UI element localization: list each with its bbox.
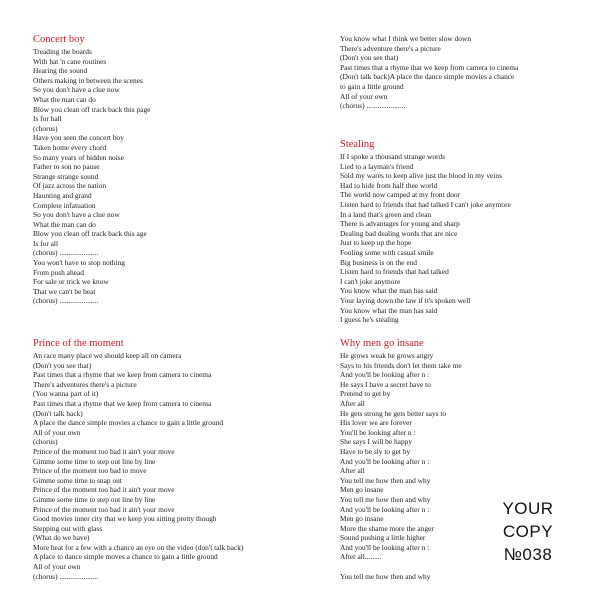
lyric-line: His lover we are forever [340, 418, 412, 428]
lyric-line: You tell me how then and why [340, 571, 431, 581]
lyric-line: (chorus) [33, 437, 58, 447]
lyric-line: Just to keep up the hope [340, 238, 412, 248]
lyric-line: Prince of the moment too bad to move [33, 466, 147, 476]
lyric-line: Sold my wares to keep alive just the blood in my veins [340, 171, 502, 181]
lyric-line: You tell me how then and why [340, 475, 431, 485]
lyric-line: You won't have to stop nothing [33, 258, 125, 268]
lyric-line: He grows weak he grows angry [340, 351, 434, 360]
lyric-line: Says to his friends don't let them take me [340, 360, 462, 370]
lyric-line: Is for hall [33, 114, 62, 124]
lyric-line: Good movies inner city that we keep you sitting pretty though [33, 514, 217, 524]
lyric-line: With hat 'n cane routines [33, 56, 107, 66]
stamp-line-number: №038 [503, 545, 553, 564]
lyric-line: (chorus) ..................... [33, 571, 99, 581]
lyric-line: After all [340, 466, 365, 476]
lyric-line: What the man can do [33, 94, 96, 104]
lyric-line: An race many place we should keep all on camera [33, 351, 182, 360]
lyric-line: Gimme some time to snap out [33, 475, 122, 485]
lyric-line: Past times that a rhyme that we keep from camera to cinema [33, 398, 212, 408]
lyrics-lines [33, 47, 318, 306]
lyric-line: Listen hard to friends that had talked I can't joke anymore [340, 199, 511, 209]
lyrics-lines [33, 351, 318, 581]
lyric-line: Taken home every chord [33, 142, 107, 152]
lyric-line: There's adventures there's a picture [33, 379, 137, 389]
lyric-line: Past times that a rhyme that we keep from camera to cinema [33, 370, 212, 380]
lyric-line: (You wanna part of it) [33, 389, 99, 399]
lyric-line: That we can't be beat [33, 286, 96, 296]
lyric-line: Past times that a rhyme that we keep from camera to cinema [340, 62, 519, 72]
lyric-line: to gain a little ground [340, 81, 404, 91]
lyric-line: Fooling some with casual smile [340, 247, 434, 257]
lyric-line: You know what I think we better slow down [340, 34, 472, 43]
lyric-line: He gets strong he gets better says to [340, 408, 447, 418]
lyric-line: Your laying down the law if it's spoken well [340, 295, 471, 305]
lyric-line: So you don't have a clue now [33, 85, 120, 95]
lyric-line: All of your own [340, 91, 388, 101]
lyric-line: You know what the man has said [340, 286, 438, 296]
lyric-line: (Don't you see that) [340, 53, 399, 63]
lyric-line: Gimme some time to step out line by line [33, 494, 156, 504]
lyric-line: Complete infatuation [33, 200, 96, 210]
lyric-line: After all......... [340, 552, 382, 562]
song-title: Concert boy [33, 34, 85, 45]
lyric-line: You'll be looking after n : [340, 427, 416, 437]
lyric-line: (What do we have) [33, 533, 90, 543]
lyric-line: (chorus) [33, 123, 58, 133]
lyric-line: Is for all [33, 238, 59, 248]
lyric-line: Blow you clean off track back this age [33, 229, 147, 239]
song-stealing [340, 139, 590, 325]
lyric-line: More heat for a few with a chance an eye on the video (don't talk back) [33, 542, 244, 552]
lyric-line: Have to be sly to get by [340, 446, 411, 456]
lyric-line: Big business is on the end [340, 257, 417, 267]
song-prince-of-the-moment [33, 338, 318, 581]
lyric-line: (chorus) ..................... [33, 248, 99, 258]
lyric-line: Prince of the moment too bad it ain't your move [33, 446, 175, 456]
lyric-line: Prince of the moment too bad it ain't your move [33, 504, 175, 514]
lyric-line: There's adventure there's a picture [340, 43, 441, 53]
song-title: Prince of the moment [33, 338, 124, 349]
lyric-line: (chorus) ..................... [340, 101, 406, 111]
lyric-line: Stepping out with glass [33, 523, 103, 533]
lyric-line: And you'll be looking after n : [340, 456, 430, 466]
lyric-line: So you don't have a clue now [33, 210, 120, 220]
lyric-line: Treading the boards [33, 47, 92, 56]
lyrics-lines [340, 34, 590, 111]
lyric-line: Prince of the moment too bad it ain't your move [33, 485, 175, 495]
lyric-line: Others making in between the scenes [33, 75, 143, 85]
copy-number-stamp [478, 497, 578, 566]
lyric-line: (Don't talk back)A place the dance simple movies a chance [340, 72, 515, 82]
lyric-line: He says I have a secret have to [340, 379, 431, 389]
lyric-line: A place to dance simple moves a chance to gain a little ground [33, 552, 218, 562]
lyric-line: Lied to a layman's friend [340, 161, 414, 171]
song-prince-of-the-moment-continued [340, 34, 590, 111]
lyric-line: Hearing the sound [33, 66, 88, 76]
lyric-line: All of your own [33, 427, 81, 437]
lyric-line: Men go insane [340, 514, 384, 524]
stamp-line-copy: COPY [502, 522, 554, 541]
lyric-line: Sound pushing a little higher [340, 533, 426, 543]
lyric-line: I guess he's stealing [340, 315, 399, 325]
lyric-line: So many years of hidden noise [33, 152, 124, 162]
lyric-line: If I spoke a thousand strange words [340, 152, 446, 161]
lyric-line: Dealing bad dealing words that are nice [340, 228, 458, 238]
lyric-line: After all [340, 398, 365, 408]
lyric-line: You tell me how then and why [340, 494, 431, 504]
lyric-line: Strange strange sound [33, 171, 99, 181]
lyric-line: Of jazz across the nation [33, 181, 107, 191]
lyric-line: More the shame more the anger [340, 523, 434, 533]
lyric-line: Blow you clean off track back this page [33, 104, 151, 114]
lyric-line: In a land that's green and clean [340, 209, 432, 219]
lyric-line: All of your own [33, 562, 81, 572]
lyric-line: Have you seen the concert boy [33, 133, 124, 143]
lyric-line: You know what the man has said [340, 305, 438, 315]
lyric-line: The world now camped at my front door [340, 190, 461, 200]
lyrics-lines [340, 152, 590, 325]
lyric-line: (Don't you see that) [33, 360, 92, 370]
lyric-line: Pretend to get by [340, 389, 391, 399]
song-title: Stealing [340, 139, 375, 150]
stamp-line-your: YOUR [502, 499, 554, 518]
lyric-line: And you'll be looking after n : [340, 542, 430, 552]
lyric-line: For sale or trick we know [33, 277, 109, 287]
lyric-line: (Don't talk back) [33, 408, 83, 418]
lyric-line: What the man can do [33, 219, 96, 229]
lyric-line: Gimme some time to step out line by line [33, 456, 156, 466]
lyric-line: I can't joke anymore [340, 276, 401, 286]
lyric-line: Father to son no pause [33, 162, 100, 172]
lyric-line: Haunting and grand [33, 190, 92, 200]
lyric-line: And you'll be looking after n : [340, 504, 430, 514]
song-concert-boy [33, 34, 318, 306]
lyric-line: A place the dance simple movies a chance to gain a little ground [33, 418, 224, 428]
lyric-line: There is advantages for young and sharp [340, 219, 460, 229]
lyric-line: (chorus) ..................... [33, 296, 99, 306]
lyric-line: Had to hide from half thee world [340, 180, 438, 190]
lyric-line: Men go insane [340, 485, 384, 495]
lyric-line: And you'll be looking after n : [340, 370, 430, 380]
song-title: Why men go insane [340, 338, 424, 349]
lyric-line: Listen hard to friends that had talked [340, 267, 449, 277]
lyric-line: From push ahead [33, 267, 84, 277]
lyric-line: She says I will be happy [340, 437, 413, 447]
